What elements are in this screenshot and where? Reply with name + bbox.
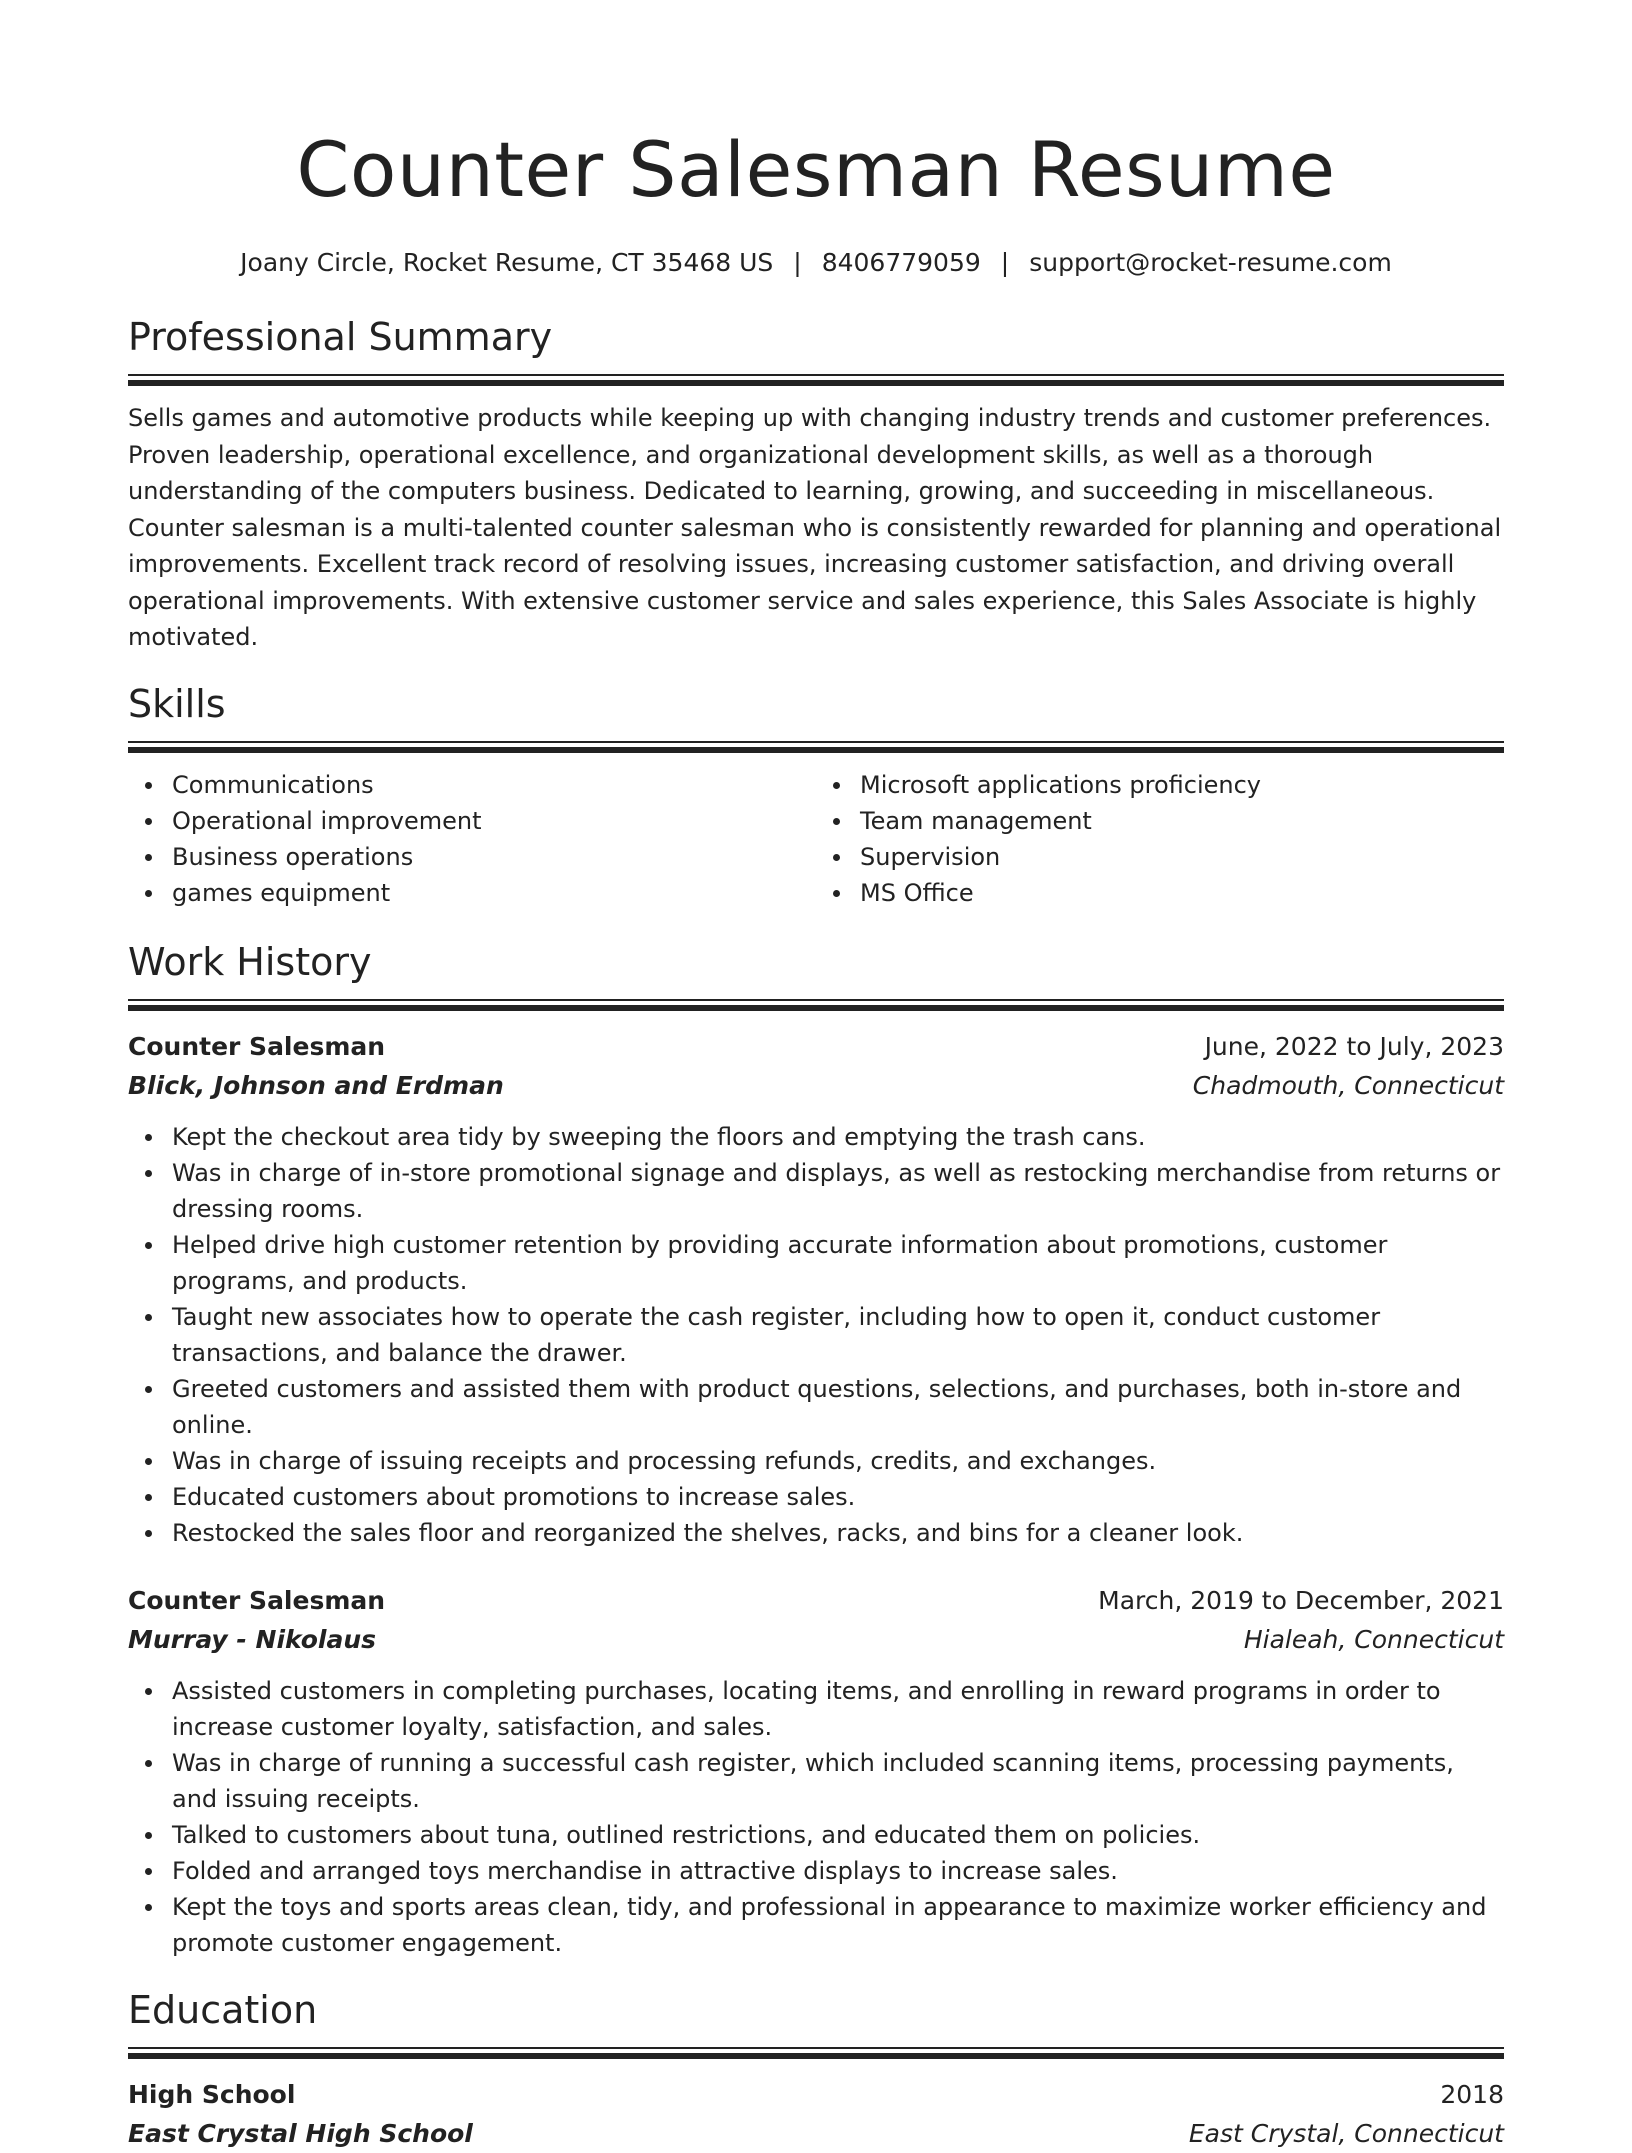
job-dates: June, 2022 to July, 2023 — [1204, 1031, 1504, 1061]
job-company: Murray - Nikolaus — [128, 1624, 377, 1654]
education-subheader — [128, 2115, 1504, 2153]
job-bullet: Folded and arranged toys merchandise in attractive displays to increase sales. — [172, 1853, 1504, 1889]
job-entry — [128, 1027, 1504, 1551]
section-divider — [128, 741, 1504, 753]
section-divider — [128, 374, 1504, 386]
section-heading-education: Education — [128, 1987, 318, 2032]
job-location: Hialeah, Connecticut — [1243, 1624, 1504, 1654]
skill-item: MS Office — [860, 875, 1504, 911]
education-location: East Crystal, Connecticut — [1188, 2118, 1504, 2148]
job-bullets — [128, 1673, 1504, 1961]
education-degree: High School — [128, 2079, 296, 2109]
job-bullet: Assisted customers in completing purchases, locating items, and enrolling in reward programs in order to increase customer loyalty, satisfaction, and sales. — [172, 1673, 1504, 1745]
job-header — [128, 1581, 1504, 1621]
skill-item: Business operations — [172, 839, 816, 875]
skills-grid — [128, 767, 1504, 911]
section-heading-skills: Skills — [128, 681, 226, 726]
job-bullet: Educated customers about promotions to increase sales. — [172, 1479, 1504, 1515]
job-bullets — [128, 1119, 1504, 1551]
job-dates: March, 2019 to December, 2021 — [1098, 1585, 1504, 1615]
contact-email: support@rocket-resume.com — [1029, 248, 1392, 277]
job-bullet: Helped drive high customer retention by providing accurate information about promotions, customer programs, and products. — [172, 1227, 1504, 1299]
skills-list-left — [128, 767, 816, 911]
work-section — [128, 939, 1504, 1961]
skills-section — [128, 681, 1504, 911]
summary-section — [128, 314, 1504, 656]
section-heading-summary: Professional Summary — [128, 315, 553, 359]
section-divider — [128, 999, 1504, 1011]
education-section — [128, 1987, 1504, 2153]
job-bullet: Was in charge of running a successful cash register, which included scanning items, processing payments, and issuing receipts. — [172, 1745, 1504, 1817]
education-header — [128, 2075, 1504, 2115]
job-bullet: Taught new associates how to operate the cash register, including how to open it, conduct customer transactions, and balance the drawer. — [172, 1299, 1504, 1371]
job-subheader — [128, 1621, 1504, 1659]
skill-item: Supervision — [860, 839, 1504, 875]
job-bullet: Kept the toys and sports areas clean, tidy, and professional in appearance to maximize worker efficiency and promote customer engagement. — [172, 1889, 1504, 1961]
skill-item: Team management — [860, 803, 1504, 839]
job-header — [128, 1027, 1504, 1067]
skills-list-right — [816, 767, 1504, 911]
section-heading-work: Work History — [128, 939, 372, 984]
contact-separator: | — [1000, 248, 1010, 277]
job-subheader — [128, 1067, 1504, 1105]
skill-item: Microsoft applications proficiency — [860, 767, 1504, 803]
contact-line — [128, 246, 1504, 280]
contact-separator: | — [793, 248, 802, 277]
education-school: East Crystal High School — [128, 2118, 473, 2148]
job-role: Counter Salesman — [128, 1585, 386, 1615]
skill-item: games equipment — [172, 875, 816, 911]
job-role: Counter Salesman — [128, 1031, 386, 1061]
job-location: Chadmouth, Connecticut — [1192, 1070, 1504, 1100]
education-entry — [128, 2075, 1504, 2153]
contact-address: Joany Circle, Rocket Resume, CT 35468 US — [240, 248, 774, 277]
job-bullet: Greeted customers and assisted them with product questions, selections, and purchases, both in-store and online. — [172, 1371, 1504, 1443]
contact-phone: 8406779059 — [821, 248, 981, 277]
section-divider — [128, 2047, 1504, 2059]
page-title: Counter Salesman Resume — [296, 125, 1336, 214]
skill-item: Communications — [172, 767, 816, 803]
summary-text: Sells games and automotive products while keeping up with changing industry trends and customer preferences. Proven leadership, operational excellence, and organizational development skills, as well as a thorough understanding of the computers business. Dedicated to learning, growing, and succeeding in miscellaneous. Counter salesman is a multi-talented counter salesman who is consistently rewarded for planning and operational improvements. Excellent track record of resolving issues, increasing customer satisfaction, and driving overall operational improvements. With extensive customer service and sales experience, this Sales Associate is highly motivated. — [128, 404, 1502, 651]
job-bullet: Kept the checkout area tidy by sweeping the floors and emptying the trash cans. — [172, 1119, 1504, 1155]
job-bullet: Restocked the sales floor and reorganized the shelves, racks, and bins for a cleaner look. — [172, 1515, 1504, 1551]
education-year: 2018 — [1440, 2079, 1504, 2109]
job-bullet: Was in charge of issuing receipts and processing refunds, credits, and exchanges. — [172, 1443, 1504, 1479]
job-entry — [128, 1581, 1504, 1961]
job-bullet: Was in charge of in-store promotional signage and displays, as well as restocking merchandise from returns or dressing rooms. — [172, 1155, 1504, 1227]
job-bullet: Talked to customers about tuna, outlined restrictions, and educated them on policies. — [172, 1817, 1504, 1853]
job-company: Blick, Johnson and Erdman — [128, 1070, 504, 1100]
skill-item: Operational improvement — [172, 803, 816, 839]
